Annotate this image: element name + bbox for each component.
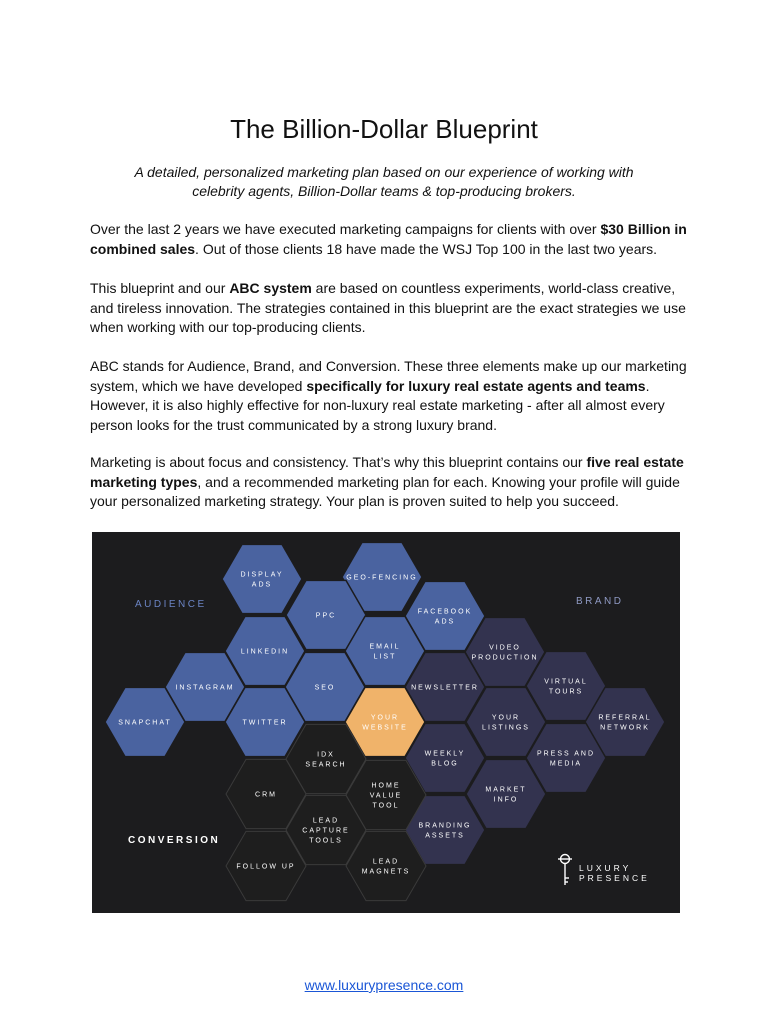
hex-label: ADS bbox=[251, 581, 273, 589]
hex-label: YOUR bbox=[491, 714, 521, 722]
website-link[interactable]: www.luxurypresence.com bbox=[304, 977, 464, 993]
hex-label: WEBSITE bbox=[362, 724, 408, 732]
hex-label: LISTINGS bbox=[482, 724, 530, 732]
hex-shape bbox=[222, 544, 302, 613]
luxury-presence-logo bbox=[558, 855, 650, 886]
hex-label: PPC bbox=[315, 612, 337, 620]
hex-label: DISPLAY bbox=[240, 571, 284, 579]
hex-display-ads bbox=[222, 544, 302, 613]
body-text: ABC stands for Audience, Brand, and Conversion. These three elements make up our marketing system, which we have developed bbox=[90, 358, 687, 394]
hex-label: VALUE bbox=[369, 792, 403, 800]
emphasis-text: ABC system bbox=[229, 280, 312, 296]
hex-label: REFERRAL bbox=[598, 714, 652, 722]
subtitle: A detailed, personalized marketing plan based on our experience of working with celebrity agents, Billion-Dollar teams & top-producing brokers. bbox=[134, 164, 634, 199]
paragraph-track-record bbox=[90, 220, 690, 259]
paragraph-abc-definition bbox=[90, 357, 690, 435]
hex-label: WEEKLY bbox=[424, 750, 466, 758]
logo-line-1: LUXURY bbox=[579, 863, 632, 873]
body-text: Marketing is about focus and consistency. That’s why this blueprint contains our bbox=[90, 454, 587, 470]
hex-label: LEAD bbox=[372, 858, 400, 866]
body-text: are based on countless experiments, world-class creative, and tireless innovation. The strategies contained in this blueprint are the exact strategies we use when working with our top-producing clients. bbox=[90, 280, 686, 335]
hex-label: TOOL bbox=[372, 802, 400, 810]
paragraph-abc-system bbox=[90, 279, 690, 338]
hex-label: INFO bbox=[493, 796, 519, 804]
hex-label: IDX bbox=[317, 751, 335, 759]
paragraph-marketing-types bbox=[90, 453, 690, 512]
body-text: , and a recommended marketing plan for each. Knowing your profile will guide your personalized marketing strategy. Your plan is proven suited to help you succeed. bbox=[90, 473, 680, 509]
body-text: This blueprint and our bbox=[90, 280, 230, 296]
hex-label: SEO bbox=[314, 684, 336, 692]
hex-label: NEWSLETTER bbox=[411, 684, 479, 692]
emphasis-text: five real estate marketing types bbox=[90, 454, 684, 490]
hex-label: LINKEDIN bbox=[240, 648, 290, 656]
hex-label: MARKET bbox=[485, 786, 527, 794]
hex-label: ADS bbox=[434, 618, 456, 626]
hex-label: PRODUCTION bbox=[471, 654, 539, 662]
body-text: Over the last 2 years we have executed marketing campaigns for clients with over bbox=[90, 221, 601, 237]
hex-label: MAGNETS bbox=[361, 868, 411, 876]
hex-label: HOME bbox=[371, 782, 401, 790]
hex-label: SEARCH bbox=[305, 761, 347, 769]
brand-section-label: BRAND bbox=[576, 596, 624, 607]
hex-label: TOURS bbox=[548, 688, 584, 696]
hex-label: LIST bbox=[373, 653, 397, 661]
hex-label: TOOLS bbox=[309, 837, 343, 845]
hex-label: ASSETS bbox=[425, 832, 465, 840]
hex-label: SNAPCHAT bbox=[118, 719, 172, 727]
hex-label: PRESS AND bbox=[536, 750, 596, 758]
hex-label: YOUR bbox=[370, 714, 400, 722]
hex-label: GEO-FENCING bbox=[346, 574, 418, 582]
key-icon bbox=[558, 855, 572, 886]
hex-label: CRM bbox=[255, 791, 277, 799]
hex-label: NETWORK bbox=[600, 724, 650, 732]
hex-label: FOLLOW UP bbox=[236, 863, 296, 871]
hex-label: VIDEO bbox=[489, 644, 521, 652]
hex-label: BRANDING bbox=[418, 822, 472, 830]
hex-label: INSTAGRAM bbox=[175, 684, 235, 692]
hex-label: CAPTURE bbox=[302, 827, 350, 835]
body-text: . However, it is also highly effective for non-luxury real estate marketing - after all almost every person looks for the trust communicated by a strong luxury brand. bbox=[90, 377, 665, 433]
conversion-section-label: CONVERSION bbox=[128, 835, 221, 846]
emphasis-text: specifically for luxury real estate agents and teams bbox=[306, 377, 646, 394]
audience-section-label: AUDIENCE bbox=[135, 599, 207, 610]
hex-label: TWITTER bbox=[242, 719, 288, 727]
hex-label: VIRTUAL bbox=[544, 678, 588, 686]
abc-hexagon-diagram bbox=[92, 532, 680, 913]
hex-label: FACEBOOK bbox=[417, 608, 473, 616]
logo-line-2: PRESENCE bbox=[579, 873, 650, 883]
page-title: The Billion-Dollar Blueprint bbox=[230, 114, 538, 144]
hex-label: BLOG bbox=[431, 760, 459, 768]
hex-label: EMAIL bbox=[369, 643, 401, 651]
hex-label: LEAD bbox=[312, 817, 340, 825]
body-text: . Out of those clients 18 have made the WSJ Top 100 in the last two years. bbox=[195, 240, 658, 257]
hex-label: MEDIA bbox=[549, 760, 583, 768]
emphasis-text: $30 Billion in combined sales bbox=[90, 221, 687, 257]
